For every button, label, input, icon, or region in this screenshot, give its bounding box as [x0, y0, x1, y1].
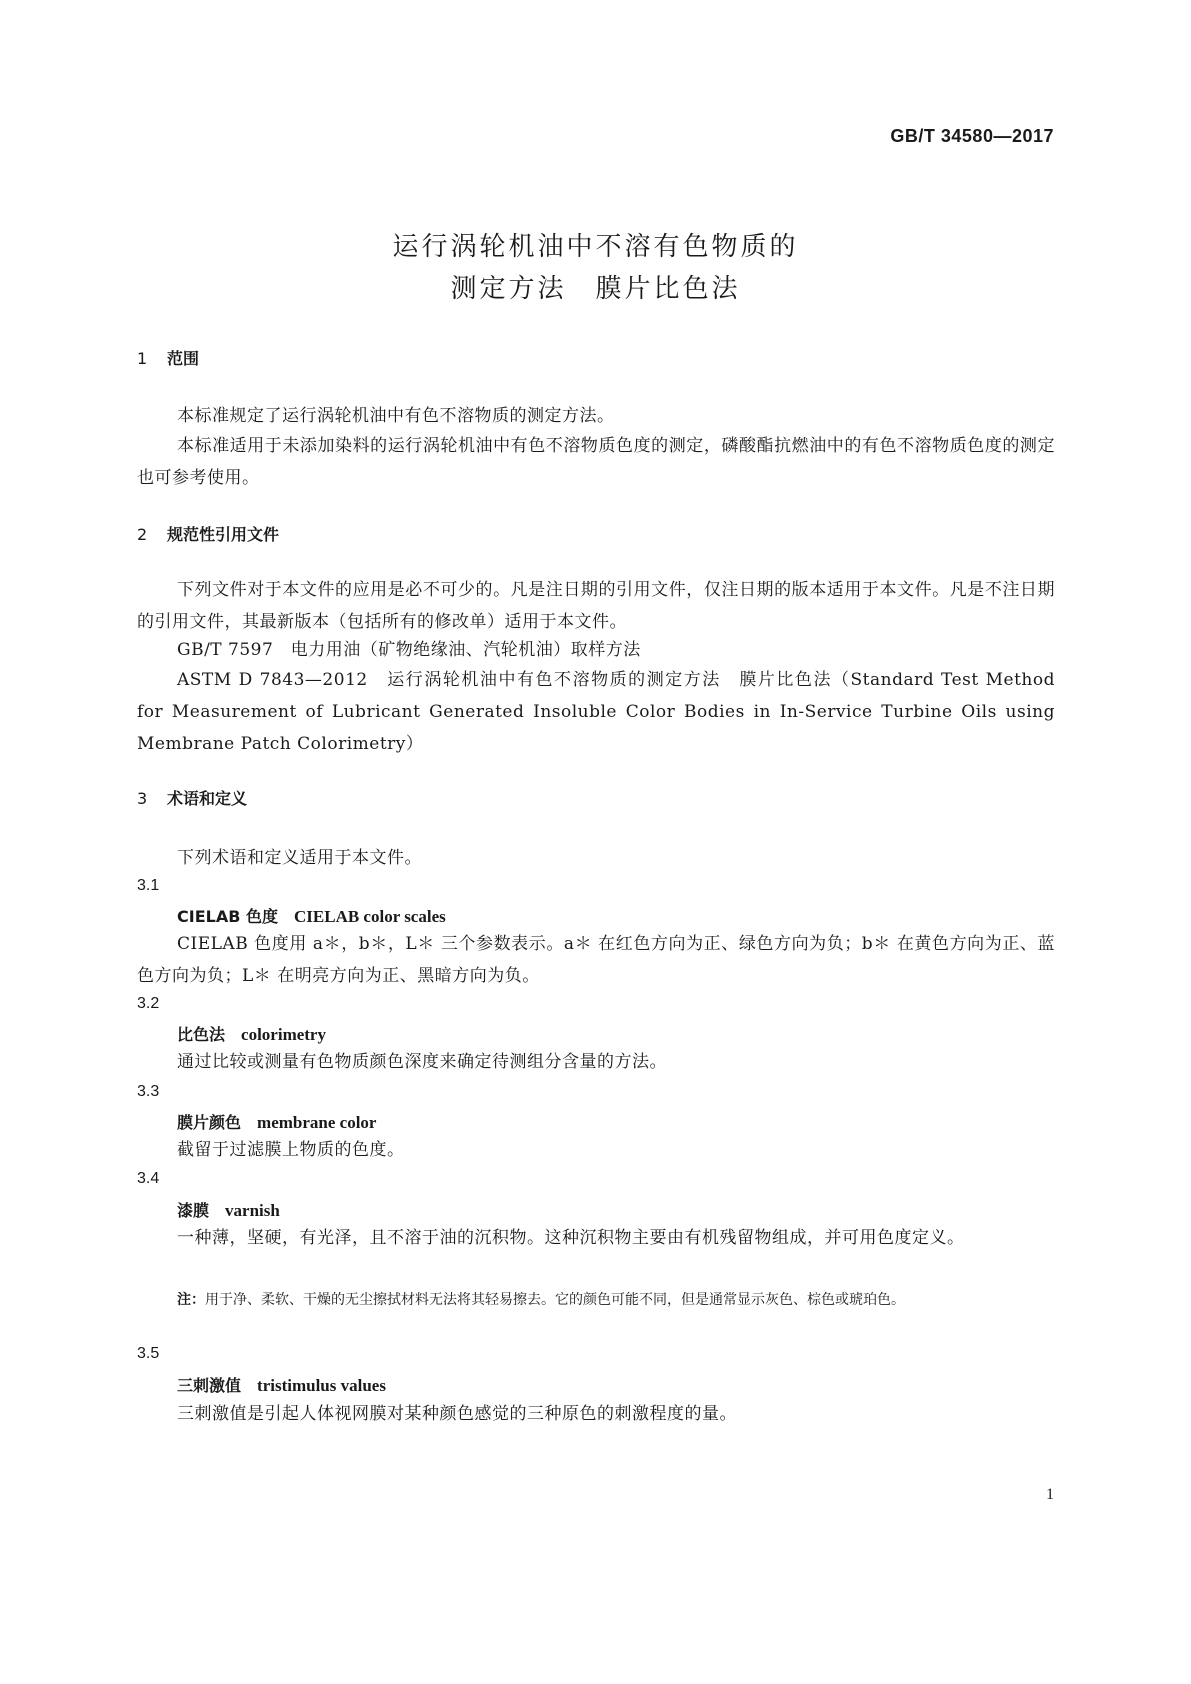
section-2-title: 规范性引用文件: [167, 525, 280, 544]
section-3-para-1: 下列术语和定义适用于本文件。: [177, 848, 422, 868]
term-3-4-number: 3.4: [137, 1170, 160, 1187]
term-3-1-number: 3.1: [137, 877, 160, 894]
reference-gbt-7597: GB/T 7597 电力用油（矿物绝缘油、汽轮机油）取样方法: [177, 640, 641, 660]
standard-number: GB/T 34580—2017: [890, 126, 1054, 146]
section-3-number: 3: [137, 789, 148, 808]
term-3-3-definition: 截留于过滤膜上物质的色度。: [177, 1140, 405, 1160]
term-3-1-en: CIELAB color scales: [294, 907, 446, 926]
title-line-1: 运行涡轮机油中不溶有色物质的: [392, 232, 799, 262]
term-3-2-en: colorimetry: [241, 1025, 326, 1044]
term-3-5-en: tristimulus values: [257, 1376, 386, 1395]
section-1-para-2: 本标准适用于未添加染料的运行涡轮机油中有色不溶物质色度的测定，磷酸酯抗燃油中的有色不溶物质色度的测定也可参考使用。: [137, 436, 1055, 488]
section-3-heading: [137, 786, 247, 809]
section-2-heading: [137, 522, 279, 545]
term-3-4-definition: 一种薄，坚硬，有光泽，且不溶于油的沉积物。这种沉积物主要由有机残留物组成，并可用色度定义。: [177, 1228, 965, 1248]
term-3-3-en: membrane color: [257, 1113, 377, 1132]
term-3-5-cn: 三刺激值: [177, 1376, 242, 1395]
term-3-2-number: 3.2: [137, 995, 160, 1012]
reference-astm-d7843: ASTM D 7843—2012 运行涡轮机油中有色不溶物质的测定方法 膜片比色法（Standard Test Method for Measurement of Lubricant Generated Insoluble Color Bodies in In-Service Turbine Oils using Membrane Patch Colorimetry）: [137, 670, 1055, 754]
term-3-1-name: [177, 904, 446, 927]
term-3-2-definition: 通过比较或测量有色物质颜色深度来确定待测组分含量的方法。: [177, 1052, 667, 1072]
term-3-2-name: [177, 1022, 326, 1045]
term-3-3-number: 3.3: [137, 1083, 160, 1100]
section-2-number: 2: [137, 525, 148, 544]
note-text: 用于净、柔软、干燥的无尘擦拭材料无法将其轻易擦去。它的颜色可能不同，但是通常显示灰色、棕色或琥珀色。: [205, 1292, 905, 1308]
term-3-5-name: [177, 1373, 386, 1396]
section-3-title: 术语和定义: [167, 789, 248, 808]
term-3-4-note: [177, 1286, 1057, 1314]
term-3-5-definition: 三刺激值是引起人体视网膜对某种颜色感觉的三种原色的刺激程度的量。: [177, 1404, 737, 1424]
term-3-4-cn: 漆膜: [177, 1201, 210, 1220]
section-1-title: 范围: [167, 349, 200, 368]
term-3-5-number: 3.5: [137, 1345, 160, 1362]
title-line-2: 测定方法 膜片比色法: [450, 274, 741, 304]
term-3-2-cn: 比色法: [177, 1025, 226, 1044]
section-2-para-1: 下列文件对于本文件的应用是必不可少的。凡是注日期的引用文件，仅注日期的版本适用于本文件。凡是不注日期的引用文件，其最新版本（包括所有的修改单）适用于本文件。: [137, 580, 1055, 632]
term-3-1-cn: CIELAB 色度: [177, 907, 278, 926]
document-title: [0, 226, 1191, 310]
term-3-4-en: varnish: [225, 1201, 280, 1220]
term-3-4-name: [177, 1198, 280, 1221]
note-label: 注：: [177, 1292, 205, 1308]
section-1-para-1: 本标准规定了运行涡轮机油中有色不溶物质的测定方法。: [177, 406, 615, 426]
term-3-3-name: [177, 1110, 376, 1133]
term-3-1-definition: CIELAB 色度用 a＊，b＊，L＊ 三个参数表示。a＊ 在红色方向为正、绿色方向为负；b＊ 在黄色方向为正、蓝色方向为负；L＊ 在明亮方向为正、黑暗方向为负。: [137, 934, 1055, 986]
term-3-3-cn: 膜片颜色: [177, 1113, 242, 1132]
page-number: 1: [1046, 1486, 1054, 1503]
section-1-heading: [137, 346, 199, 369]
section-1-number: 1: [137, 349, 148, 368]
